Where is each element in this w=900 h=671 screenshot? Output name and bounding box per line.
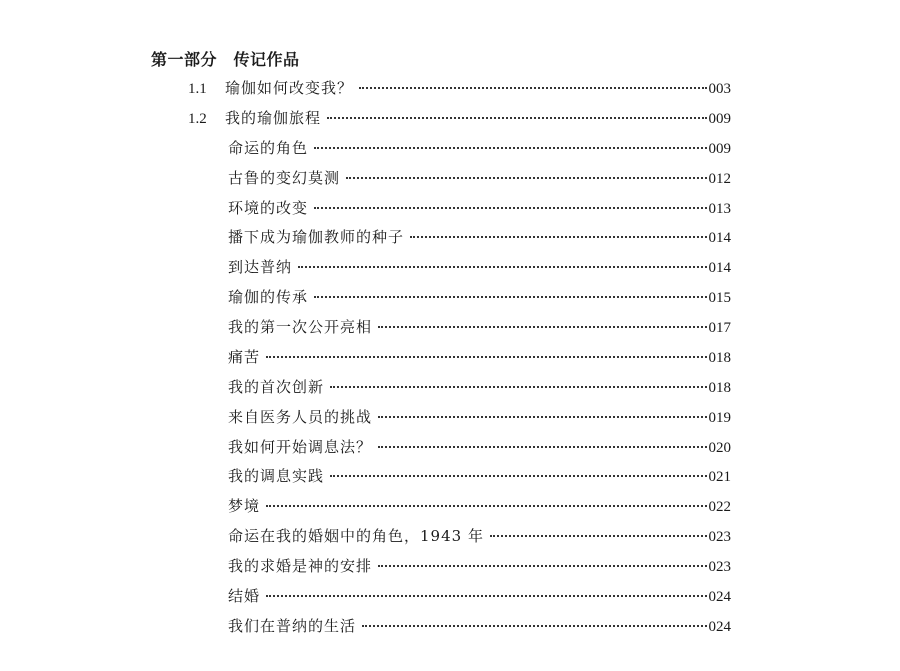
dot-leader [298, 266, 706, 268]
page-number: 014 [708, 230, 731, 246]
dot-leader [330, 386, 706, 388]
item-title: 来自医务人员的挑战 [228, 408, 373, 426]
dot-leader [378, 326, 706, 328]
page-number: 017 [708, 320, 731, 336]
toc-item-row[interactable] [228, 346, 731, 368]
page-number: 013 [708, 201, 731, 217]
dot-leader [327, 117, 706, 119]
page-number: 009 [708, 111, 731, 127]
page-number: 023 [708, 559, 731, 575]
section-number: 1.2 [188, 111, 207, 127]
dot-leader [266, 505, 706, 507]
toc-item-row[interactable] [228, 615, 731, 637]
dot-leader [266, 356, 706, 358]
page-number: 024 [708, 589, 731, 605]
page-number: 015 [708, 290, 731, 306]
dot-leader [362, 625, 706, 627]
toc-item-row[interactable] [228, 316, 731, 338]
item-title: 命运在我的婚姻中的角色，1943 年 [228, 527, 484, 545]
toc-item-row[interactable] [228, 226, 731, 248]
dot-leader [359, 87, 706, 89]
toc-item-row[interactable] [228, 495, 731, 517]
toc-item-row[interactable] [228, 465, 731, 487]
item-title: 我的求婚是神的安排 [228, 557, 373, 575]
item-title: 古鲁的变幻莫测 [228, 169, 341, 187]
dot-leader [266, 595, 706, 597]
item-title: 我的第一次公开亮相 [228, 318, 373, 336]
page-number: 003 [708, 81, 731, 97]
toc-item-row[interactable] [228, 376, 731, 398]
page-number: 019 [708, 410, 731, 426]
toc-section-row[interactable] [188, 77, 731, 99]
item-title: 我们在普纳的生活 [228, 617, 357, 635]
page-number: 018 [708, 380, 731, 396]
dot-leader [378, 416, 706, 418]
toc-item-row[interactable] [228, 406, 731, 428]
dot-leader [378, 446, 706, 448]
item-title: 梦境 [228, 497, 261, 515]
item-title: 痛苦 [228, 348, 261, 366]
dot-leader [314, 207, 706, 209]
page-number: 018 [708, 350, 731, 366]
part-title: 第一部分 传记作品 [151, 50, 300, 69]
dot-leader [346, 177, 706, 179]
toc-item-row[interactable] [228, 197, 731, 219]
dot-leader [314, 296, 706, 298]
toc-item-row[interactable] [228, 256, 731, 278]
item-title: 我的首次创新 [228, 378, 325, 396]
dot-leader [410, 236, 706, 238]
page-number: 009 [708, 141, 731, 157]
toc-item-row[interactable] [228, 137, 731, 159]
dot-leader [314, 147, 706, 149]
item-title: 我的调息实践 [228, 467, 325, 485]
item-title: 结婚 [228, 587, 261, 605]
toc-item-row[interactable] [228, 585, 731, 607]
page-number: 023 [708, 529, 731, 545]
page-number: 021 [708, 469, 731, 485]
toc-item-row[interactable] [228, 525, 731, 547]
item-title: 我如何开始调息法？ [228, 438, 373, 456]
section-number: 1.1 [188, 81, 207, 97]
item-title: 播下成为瑜伽教师的种子 [228, 228, 405, 246]
page-number: 012 [708, 171, 731, 187]
dot-leader [378, 565, 706, 567]
toc-item-row[interactable] [228, 167, 731, 189]
page-number: 022 [708, 499, 731, 515]
page-number: 020 [708, 440, 731, 456]
dot-leader [330, 475, 706, 477]
toc-item-row[interactable] [228, 555, 731, 577]
item-title: 命运的角色 [228, 139, 309, 157]
item-title: 到达普纳 [228, 258, 293, 276]
item-title: 瑜伽的传承 [228, 288, 309, 306]
page-number: 024 [708, 619, 731, 635]
section-title: 我的瑜伽旅程 [225, 109, 322, 127]
toc-item-row[interactable] [228, 436, 731, 458]
dot-leader [490, 535, 707, 537]
item-title: 环境的改变 [228, 199, 309, 217]
section-title: 瑜伽如何改变我？ [225, 79, 354, 97]
toc-section-row[interactable] [188, 107, 731, 129]
page-number: 014 [708, 260, 731, 276]
toc-item-row[interactable] [228, 286, 731, 308]
